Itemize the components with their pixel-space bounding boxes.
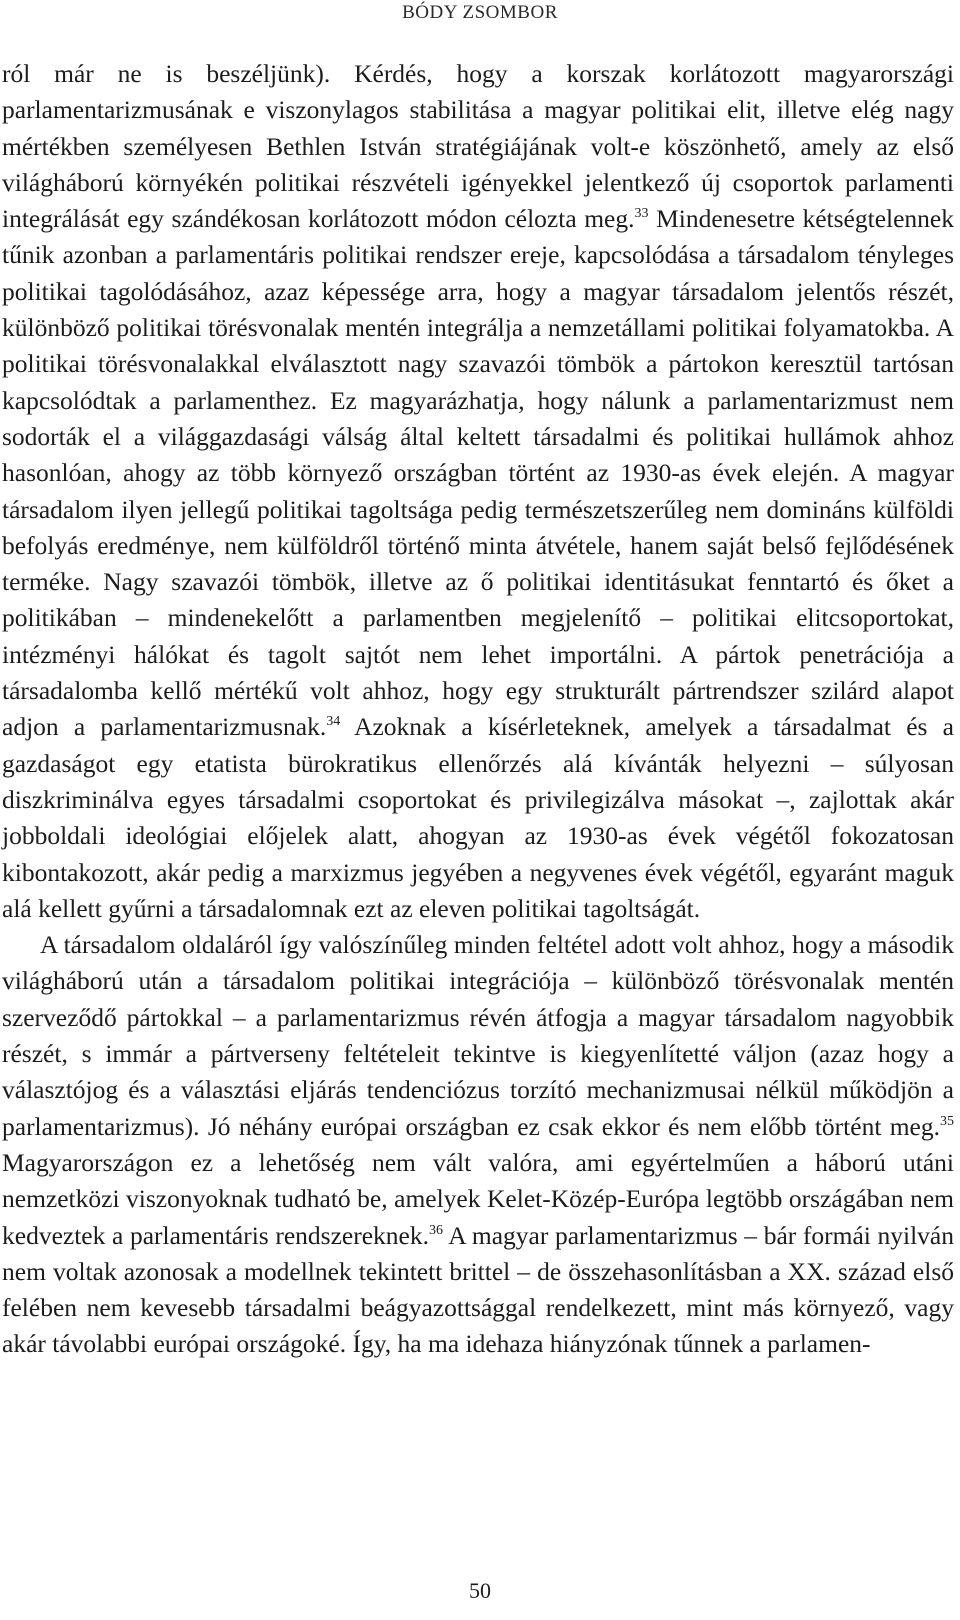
text-segment: A magyar parlamentarizmus – bár formái nyilván nem voltak azonosak a modellnek tekintett brittel – de összehasonlításban a XX. század első felében nem kevesebb társadalmi beágyazottsággal rendelkezett, mint más környező, vagy akár távolabbi európai országoké. Így, ha ma idehaza hiányzónak tűnnek a parlamen- [2, 1220, 954, 1359]
text-segment: ról már ne is beszéljünk). Kérdés, hogy a korszak korlátozott magyarországi parlamentarizmusának e viszonylagos stabilitása a magyar politikai elit, illetve elég nagy mértékben személyesen Bethlen István stratégiájának volt-e köszönhető, amely az első világháború környékén politikai részvételi igényekkel jelentkező új csoportok parlamenti integrálását egy szándékosan korlátozott módon célozta meg. [2, 59, 954, 234]
text-segment: Mindenesetre kétségtelennek tűnik azonban a parlamentáris politikai rendszer ereje, kapcsolódása a társadalom tényleges politikai tagolódásához, azaz képessége arra, hogy a magyar társadalom jelentős részét, különböző politikai törésvonalak mentén integrálja a nemzetállami politikai folyamatokba. A politikai törésvonalakkal elválasztott nagy szavazói tömbök a pártokon keresztül tartósan kapcsolódtak a parlamenthez. Ez magyarázhatja, hogy nálunk a parlamentarizmust nem sodorták el a világgazdasági válság által keltett társadalmi és politikai hullámok ahhoz hasonlóan, ahogy az több környező országban történt az 1930-as évek elején. A magyar társadalom ilyen jellegű politikai tagoltsága pedig természetszerűleg nem domináns külföldi befolyás eredménye, nem külföldről történő minta átvétele, hanem saját belső fejlődésének terméke. Nagy szavazói tömbök, illetve az ő politikai identitásukat fenntartó és őket a politikában – mindenekelőtt a parlamentben megjelenítő – politikai elitcsoportokat, intézményi hálókat és tagolt sajtót nem lehet importálni. A pártok penetrációja a társadalomba kellő mértékű volt ahhoz, hogy egy strukturált pártrendszer szilárd alapot adjon a parlamentarizmusnak. [2, 204, 954, 742]
paragraph-1 [2, 56, 954, 927]
footnote-ref-35[interactable]: 35 [940, 1113, 954, 1129]
footnote-ref-33[interactable]: 33 [634, 206, 649, 222]
paragraph-2 [2, 927, 954, 1363]
body-text [2, 56, 954, 1363]
text-segment: Azoknak a kísérleteknek, amelyek a társadalmat és a gazdaságot egy etatista bürokratikus ellenőrzés alá kívánták helyezni – súlyosan diszkriminálva egyes társadalmi csoportokat és privilegizálva másokat –, zajlottak akár jobboldali ideológiai előjelek alatt, ahogyan az 1930-as évek végétől fokozatosan kibontakozott, akár pedig a marxizmus jegyében a negyvenes évek végétől, egyaránt maguk alá kellett gyűrni a társadalomnak ezt az eleven politikai tagoltságát. [2, 712, 954, 923]
running-header: BÓDY ZSOMBOR [402, 2, 558, 23]
footnote-ref-34[interactable]: 34 [326, 714, 341, 730]
text-segment: Magyarországon ez a lehetőség nem vált valóra, ami egyértelműen a háború utáni nemzetközi viszonyoknak tudható be, amelyek Kelet-Közép-Európa legtöbb országában nem kedveztek a parlamentáris rendszereknek. [2, 1147, 954, 1250]
page-number: 50 [469, 1578, 491, 1603]
footnote-ref-36[interactable]: 36 [429, 1222, 443, 1238]
text-segment: A társadalom oldaláról így valószínűleg minden feltétel adott volt ahhoz, hogy a második világháború után a társadalom politikai integrációja – különböző törésvonalak mentén szerveződő pártokkal – a parlamentarizmus révén átfogja a magyar társadalom nagyobbik részét, s immár a pártverseny feltételeit tekintve is kiegyenlítetté váljon (azaz hogy a választójog és a választási eljárás tendenciózus torzító mechanizmusai nélkül működjön a parlamentarizmus). Jó néhány európai országban ez csak ekkor és nem előbb történt meg. [2, 930, 954, 1141]
